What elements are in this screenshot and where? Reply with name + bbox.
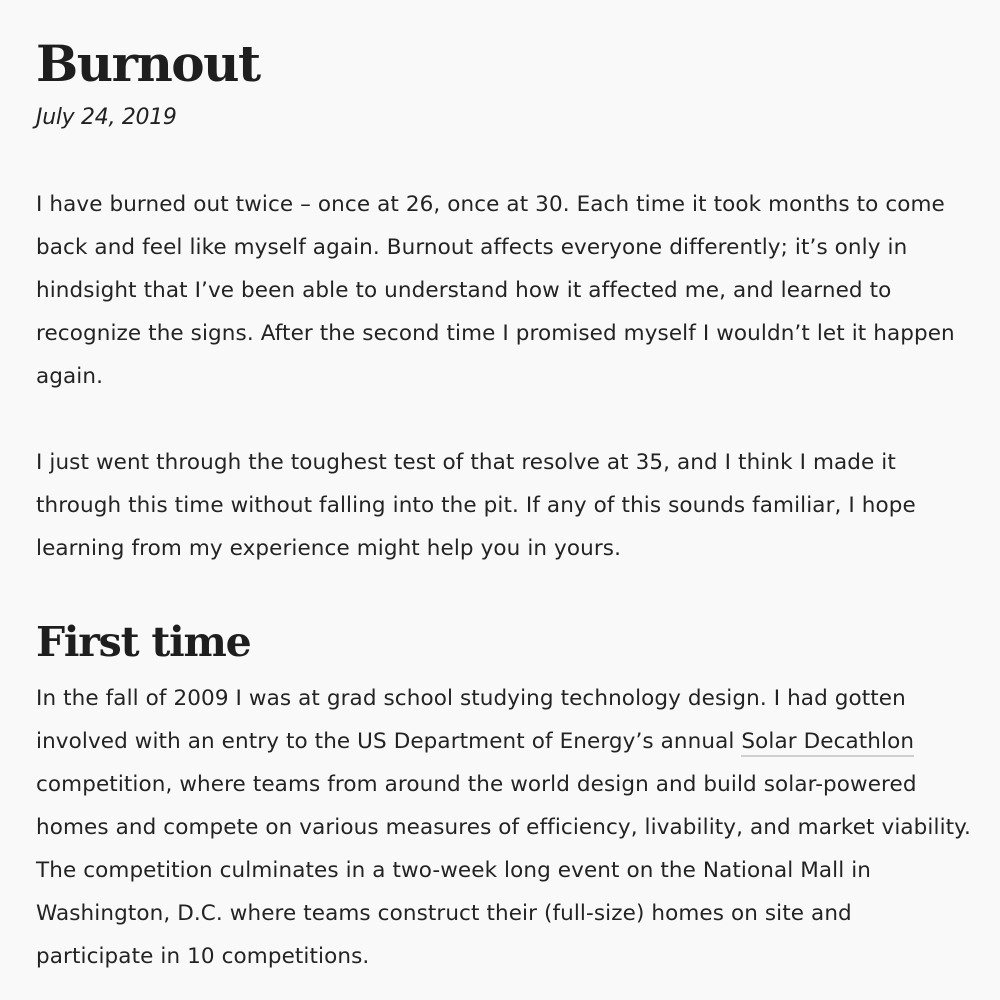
paragraph-text-before-link: In the fall of 2009 I was at grad school studying technology design. I had gotten involved with an entry to the US Department of Energy’s annual — [36, 686, 906, 754]
first-time-paragraph — [36, 677, 976, 978]
section-heading-first-time: First time — [36, 618, 251, 666]
post-title: Burnout — [36, 34, 260, 93]
paragraph-text-after-link: competition, where teams from around the world design and build solar-powered homes and compete on various measures of efficiency, livability, and market viability. The competition culminates in a two-week long event on the National Mall in Washington, D.C. where teams construct their (full-size) homes on site and participate in 10 competitions. — [36, 772, 971, 969]
intro-paragraph-2: I just went through the toughest test of that resolve at 35, and I think I made it through this time without falling into the pit. If any of this sounds familiar, I hope learning from my experience might help you in yours. — [36, 450, 916, 561]
solar-decathlon-link[interactable]: Solar Decathlon — [741, 729, 914, 757]
intro-paragraph-1: I have burned out twice – once at 26, once at 30. Each time it took months to come back and feel like myself again. Burnout affects everyone differently; it’s only in hindsight that I’ve been able to understand how it affected me, and learned to recognize the signs. After the second time I promised myself I wouldn’t let it happen again. — [36, 192, 955, 389]
post-date: July 24, 2019 — [36, 105, 177, 130]
